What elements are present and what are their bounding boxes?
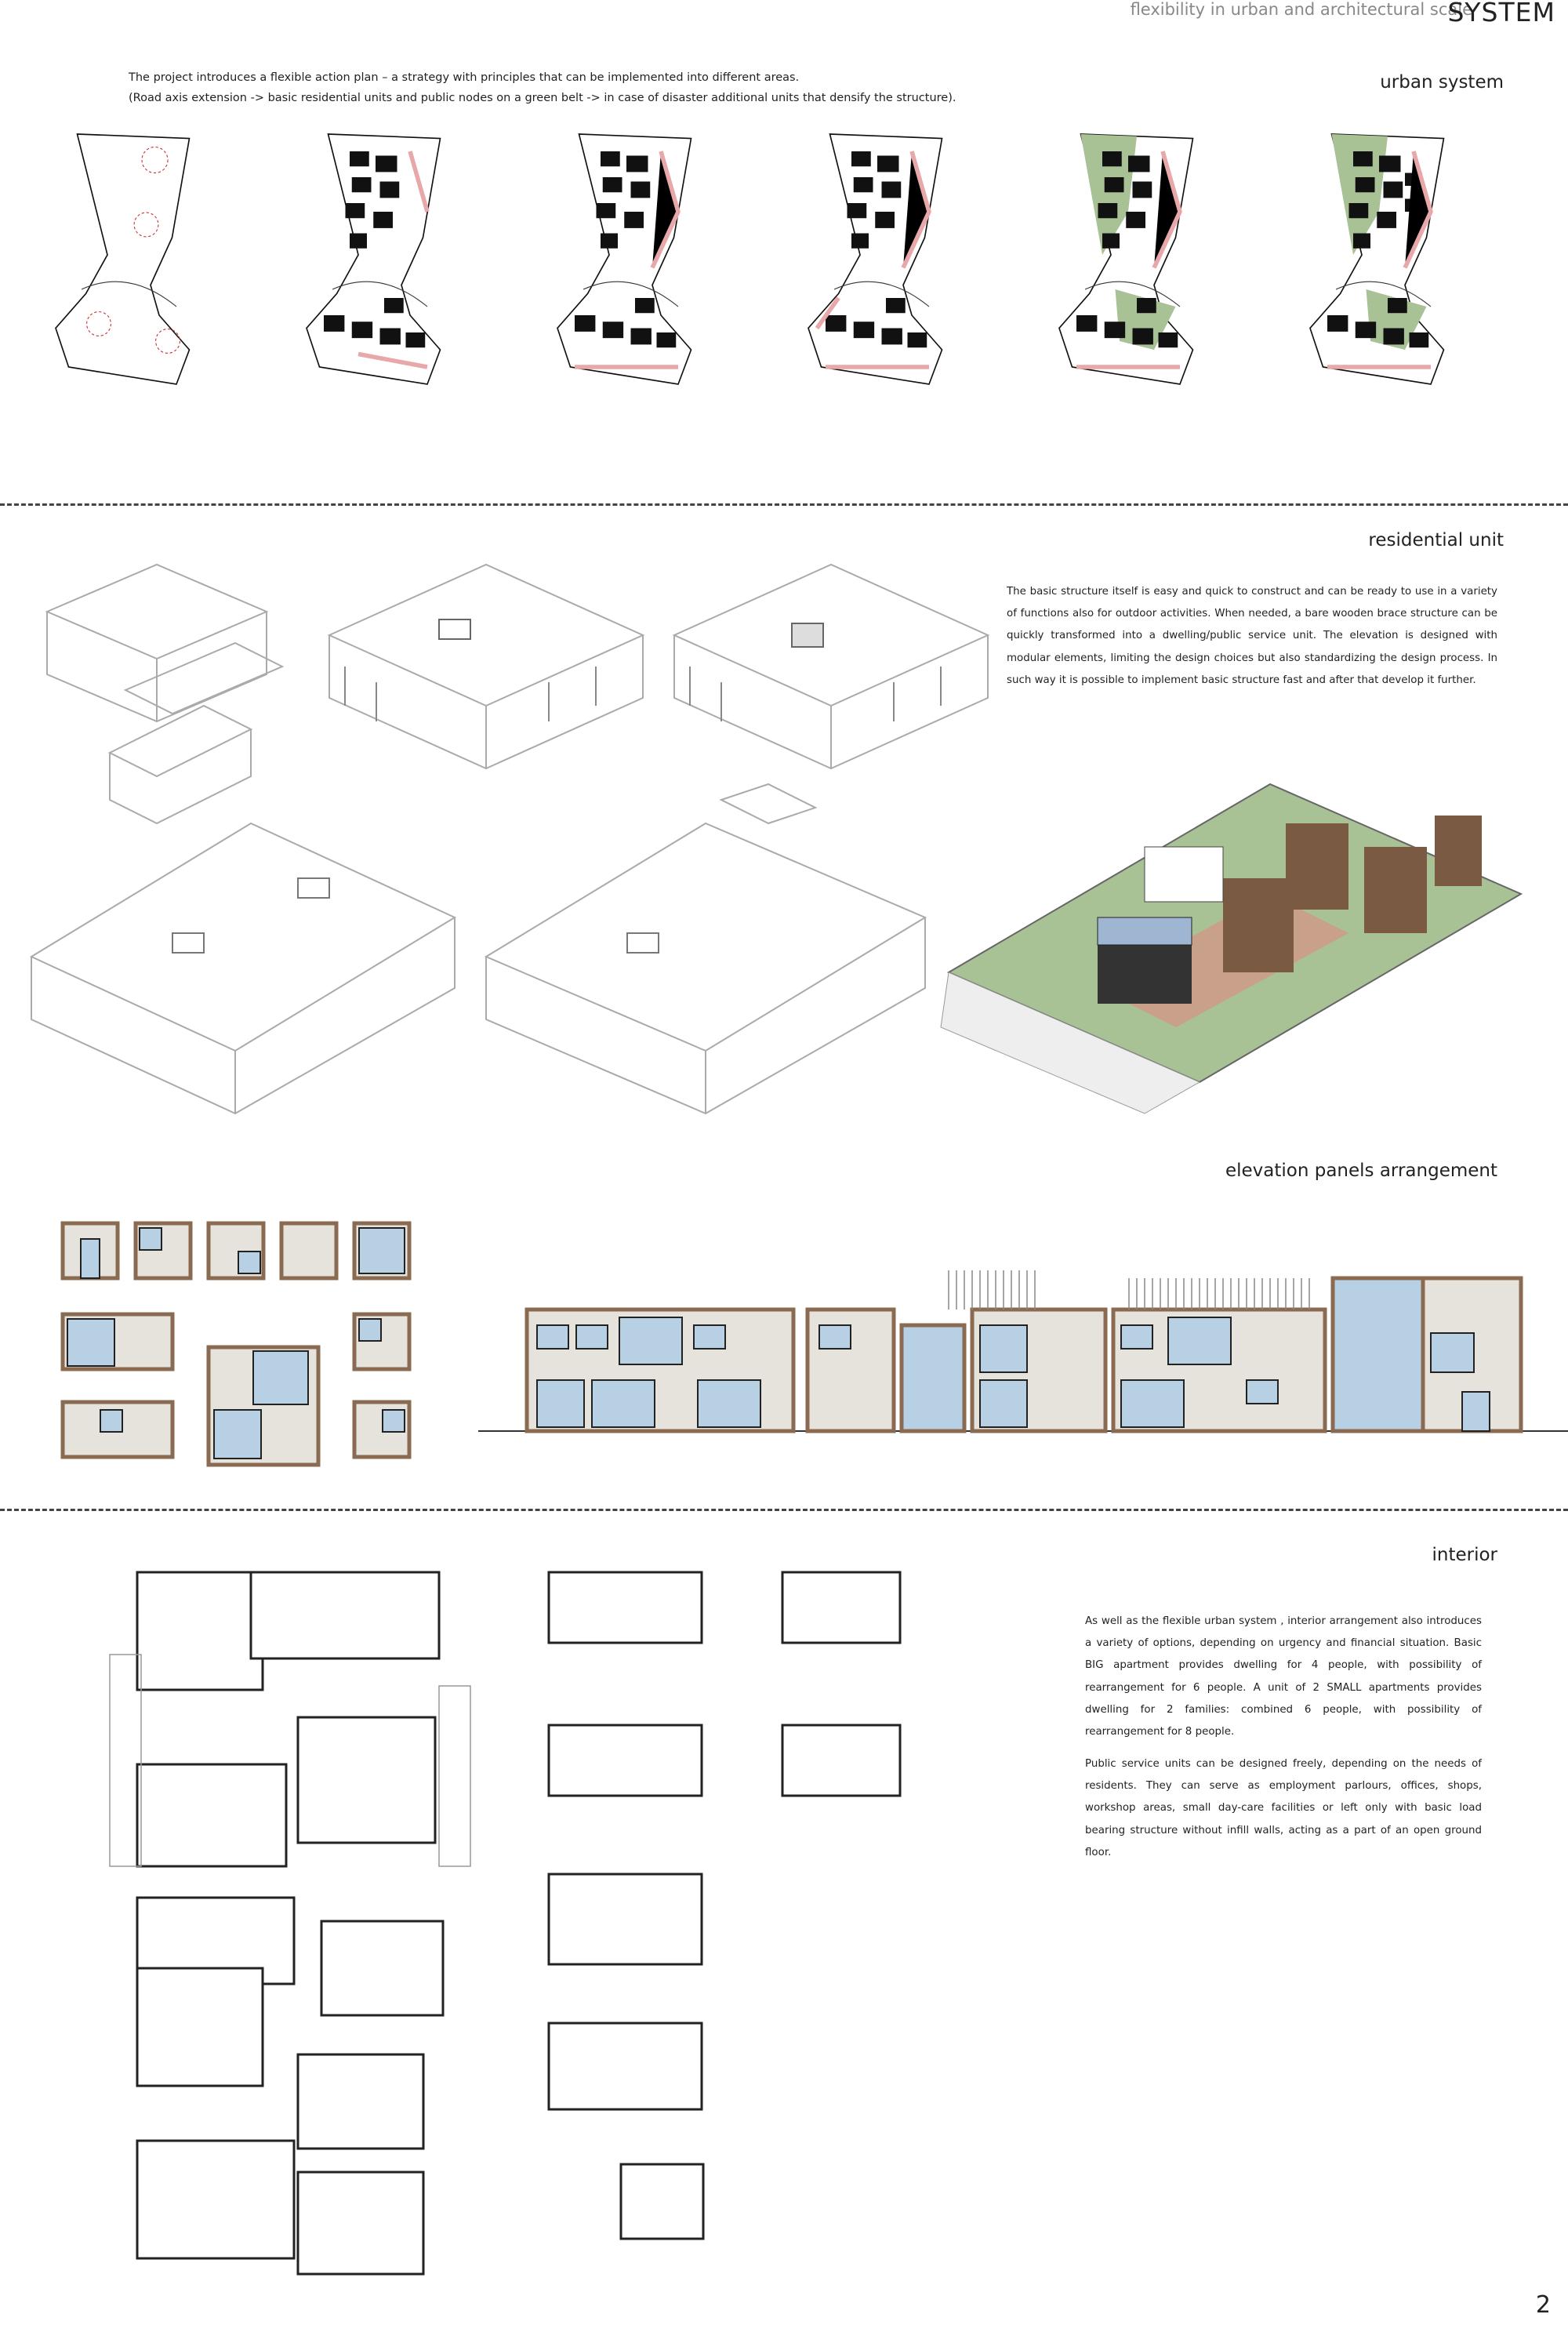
- urban-stages-diagram: [0, 118, 1568, 486]
- residential-text: The basic structure itself is easy and quick to construct and can be ready to use in a variety of functions also for outdoor activities. When needed, a bare wooden brace structure can be quickly transformed into a dwelling/public service unit. The elevation is designed with modular elements, limiting the design choices but also standardizing the design process. In such way it is possible to implement basic structure fast and after that develop it further.: [1007, 586, 1497, 686]
- axo-stage-4: [31, 823, 455, 1113]
- interior-text-2: Public service units can be designed freely, depending on the needs of residents. They can serve as employment parlours, offices, shops, workshop areas, small day-care facilities or left only with basic load bearing structure without infill walls, acting as a part of an open ground floor.: [1085, 1758, 1482, 1858]
- axo-stage-1: [47, 565, 282, 823]
- stage-2: [307, 134, 441, 384]
- stage-5: [1059, 134, 1193, 384]
- stage-4: [808, 134, 942, 384]
- urban-intro: [129, 67, 991, 108]
- intro-line-2: (Road axis extension -> basic residential units and public nodes on a green belt -> in case of disaster additional units that densify the structure).: [129, 92, 956, 104]
- divider-1: [0, 503, 1568, 506]
- header-title: SYSTEM: [1447, 0, 1555, 27]
- interior-plans: [110, 1568, 894, 2274]
- large-combined-plan: [110, 1572, 470, 2274]
- elevation-panel-modules: [61, 1222, 500, 1473]
- axo-stage-5: [486, 784, 925, 1113]
- urban-system-title: urban system: [1380, 72, 1504, 93]
- interior-text-1: As well as the flexible urban system , interior arrangement also introduces a variety of options, depending on urgency and financial situation. Basic BIG apartment provides dwelling for 4 people, with possibility of rearrangement for 6 people. A unit of 2 SMALL apartments provides dwelling for 2 families: combined 6 people, with possibility of rearrangement for 8 people.: [1085, 1615, 1482, 1738]
- header-subtitle: flexibility in urban and architectural scale: [1130, 0, 1472, 19]
- residential-unit-title: residential unit: [1368, 530, 1504, 550]
- interior-title: interior: [1432, 1545, 1497, 1565]
- axonometric-views: [0, 549, 1568, 1113]
- divider-2: [0, 1509, 1568, 1511]
- axo-stage-3: [674, 565, 988, 768]
- elevation-drawing: [478, 1255, 1568, 1435]
- stage-3: [557, 134, 691, 384]
- stage-1: [56, 134, 190, 384]
- stage-6: [1310, 134, 1444, 384]
- axo-stage-2: [329, 565, 643, 768]
- elevation-panels-title: elevation panels arrangement: [1225, 1161, 1497, 1181]
- page-number: 2: [1535, 2291, 1551, 2319]
- axo-stage-6: [941, 784, 1521, 1113]
- small-plans: [549, 1572, 900, 2239]
- intro-line-1: The project introduces a flexible action plan – a strategy with principles that can be implemented into different areas.: [129, 71, 800, 84]
